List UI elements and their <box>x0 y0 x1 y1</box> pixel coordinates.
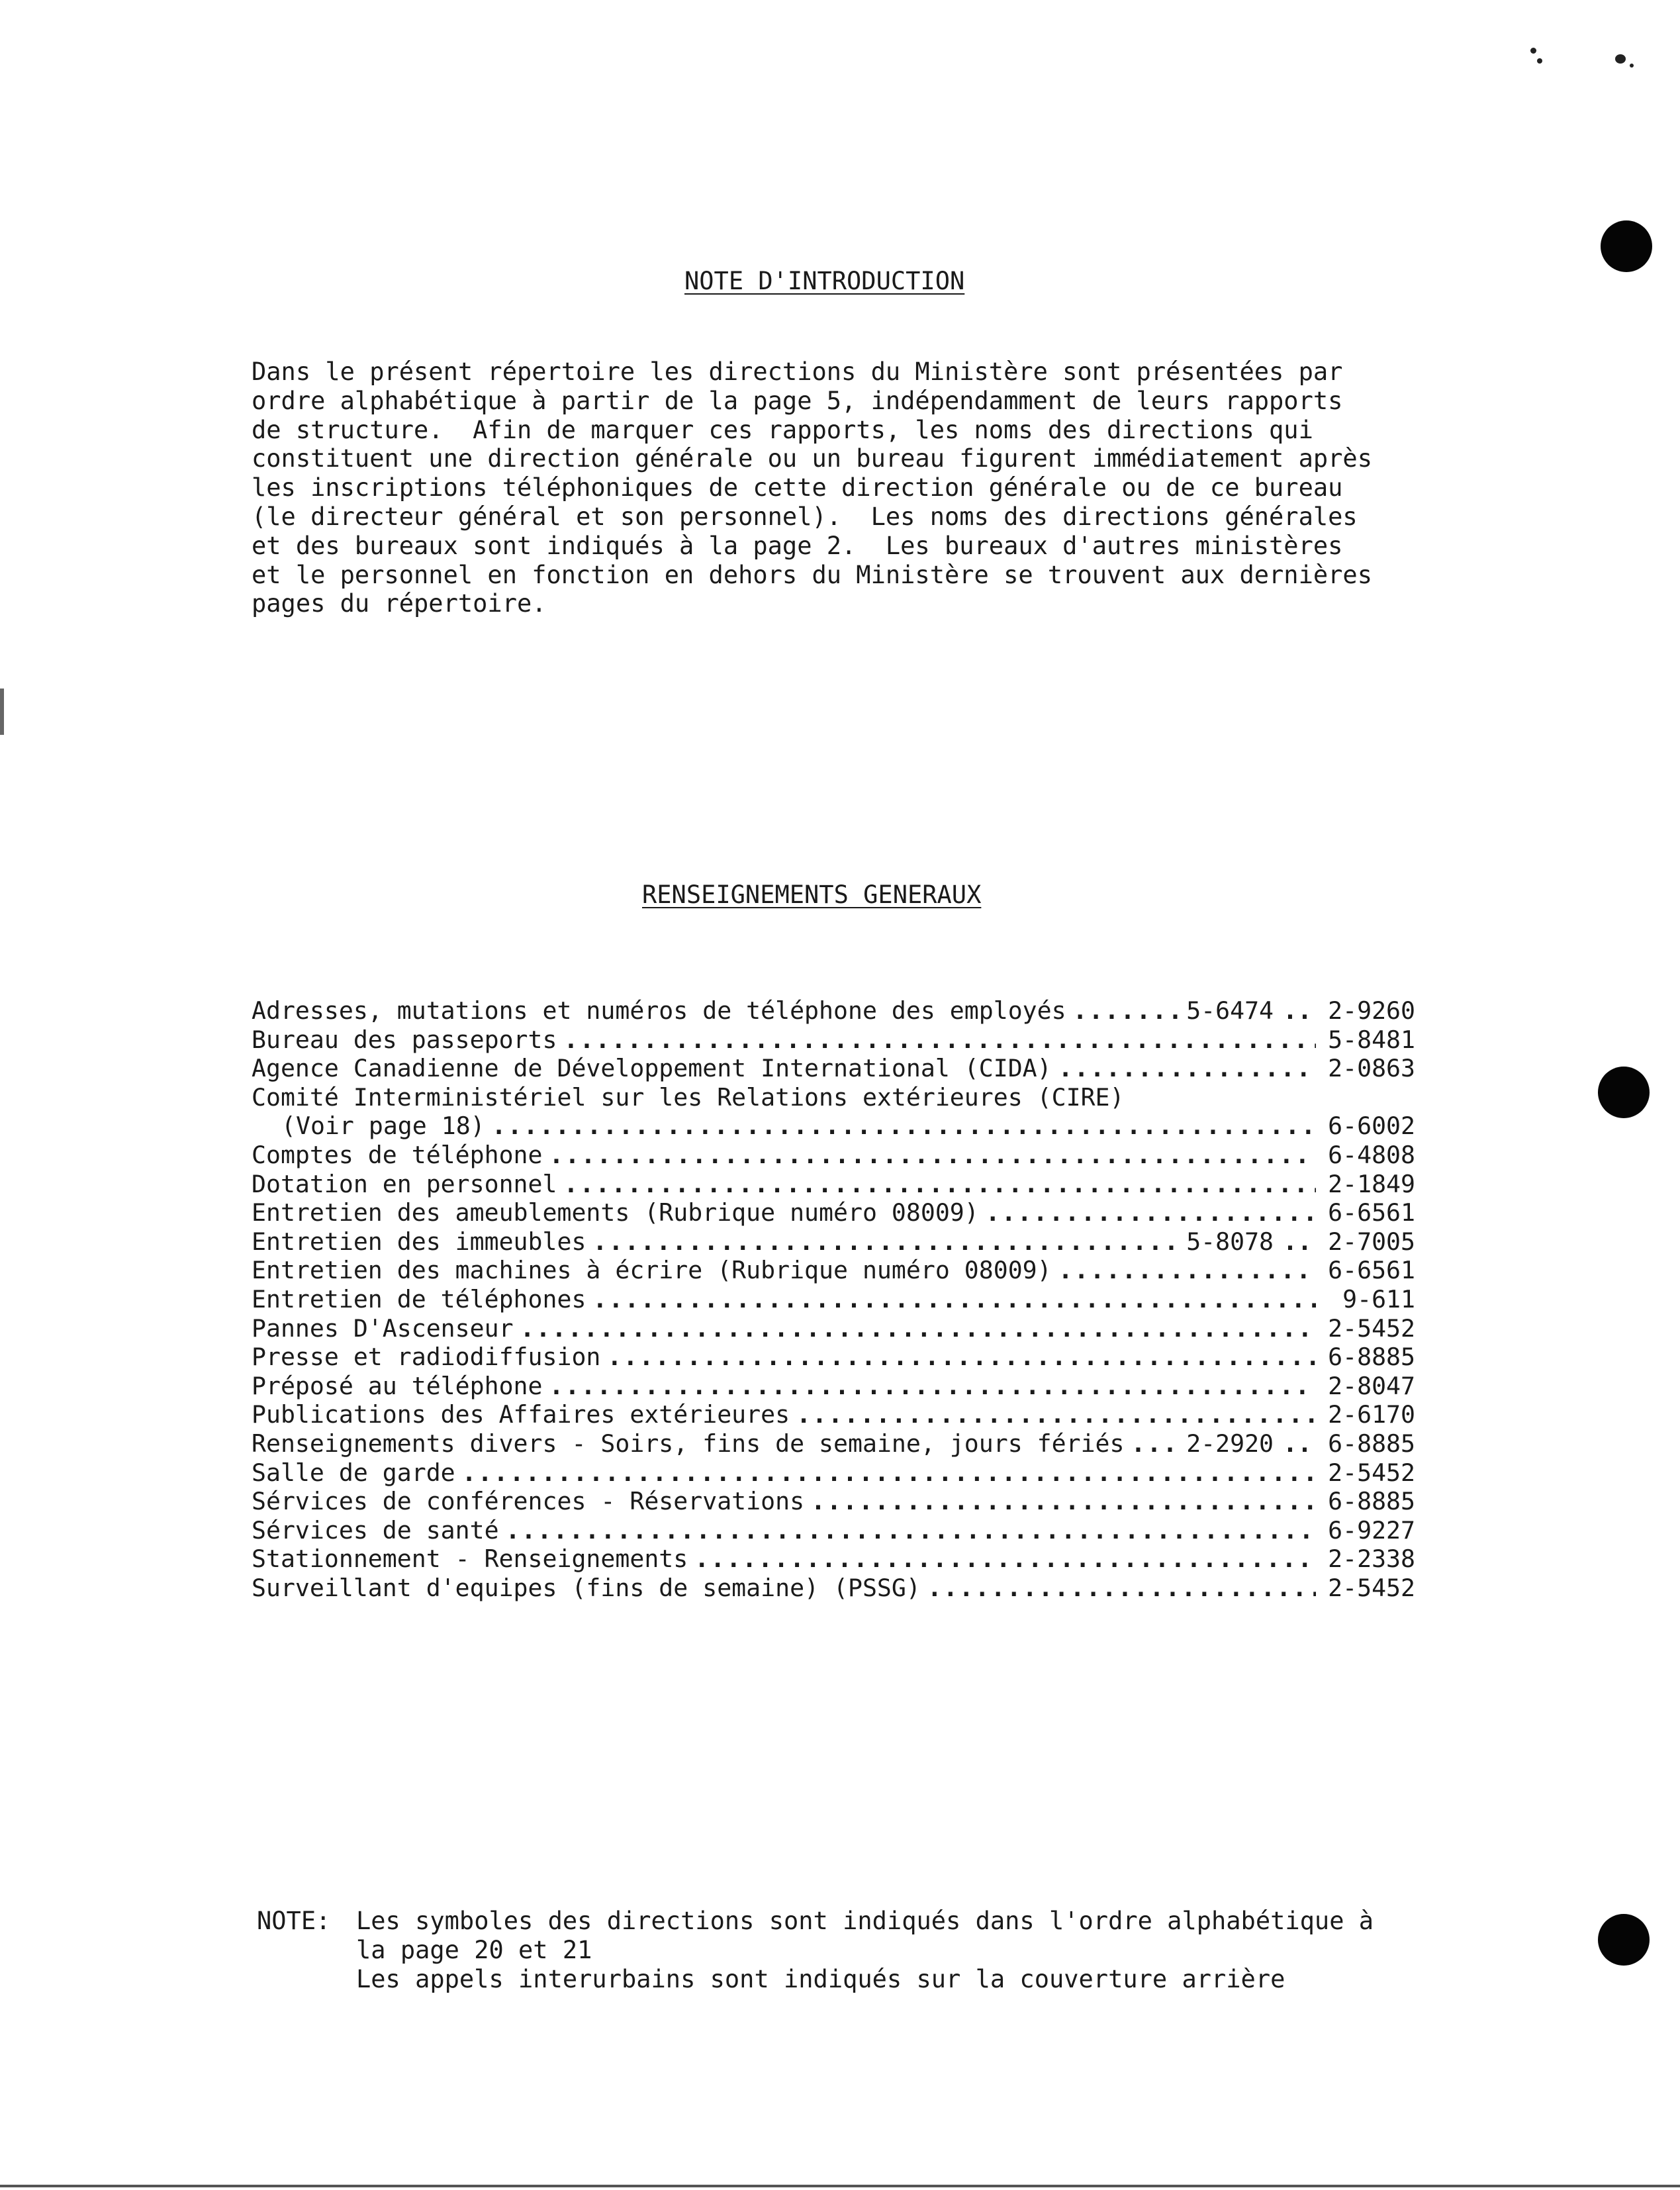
entry-phone: 6-6561 <box>1328 1198 1415 1227</box>
dot-leader <box>1131 1429 1180 1458</box>
entry-label: Préposé au téléphone <box>252 1371 543 1400</box>
general-info-list <box>252 996 1415 1602</box>
entry-extra-phone: 5-6474 <box>1186 996 1274 1025</box>
punch-hole <box>1598 1914 1650 1966</box>
entry-label: Salle de garde <box>252 1458 455 1487</box>
entry-phone: 2-8047 <box>1328 1371 1415 1400</box>
dot-leader <box>607 1343 1316 1372</box>
intro-line: et le personnel en fonction en dehors du Ministère se trouvent aux dernières <box>252 560 1372 589</box>
scan-edge-line <box>0 689 4 735</box>
dot-leader <box>592 1227 1180 1257</box>
entry-phone: 2-0863 <box>1328 1054 1415 1083</box>
entry-label: Entretien des ameublements (Rubrique numéro 08009) <box>252 1198 979 1227</box>
punch-hole <box>1598 1067 1650 1118</box>
entry-phone: 2-1849 <box>1328 1169 1415 1198</box>
dot-leader <box>563 1170 1316 1199</box>
directory-entry <box>252 1198 1415 1227</box>
intro-line: les inscriptions téléphoniques de cette direction générale ou de ce bureau <box>252 473 1343 502</box>
intro-line: Dans le présent répertoire les directions du Ministère sont présentées par <box>252 357 1343 386</box>
entry-label: Adresses, mutations et numéros de téléphone des employés <box>252 996 1066 1025</box>
directory-entry <box>252 1574 1415 1603</box>
dot-leader <box>492 1112 1316 1141</box>
dot-leader: .. <box>1283 996 1312 1025</box>
directory-entry <box>252 1083 1415 1112</box>
intro-paragraph <box>252 357 1372 618</box>
entry-phone: 2-5452 <box>1328 1458 1415 1487</box>
dot-leader <box>592 1285 1316 1314</box>
scan-speck <box>1615 54 1626 64</box>
dot-leader <box>549 1372 1317 1401</box>
intro-line: pages du répertoire. <box>252 589 547 618</box>
directory-entry <box>252 1458 1415 1488</box>
intro-line: de structure. Afin de marquer ces rapports, les noms des directions qui <box>252 415 1313 444</box>
note-lines <box>356 1907 1374 1994</box>
intro-line: et des bureaux sont indiqués à la page 2. Les bureaux d'autres ministères <box>252 531 1343 560</box>
intro-line: (le directeur général et son personnel). Les noms des directions générales <box>252 502 1358 531</box>
entry-phone: 2-2338 <box>1328 1545 1415 1574</box>
entry-phone: 6-8885 <box>1328 1429 1415 1458</box>
entry-label: Sérvices de conférences - Réservations <box>252 1487 805 1516</box>
entry-phone: 6-4808 <box>1328 1140 1415 1169</box>
entry-label: (Voir page 18) <box>281 1112 485 1141</box>
dot-leader: .. <box>1283 1429 1312 1458</box>
dot-leader <box>811 1487 1316 1516</box>
note-line: Les appels interurbains sont indiqués sur la couverture arrière <box>356 1965 1285 1993</box>
general-info-title: RENSEIGNEMENTS GENERAUX <box>642 881 982 909</box>
directory-entry <box>252 1141 1415 1170</box>
intro-line: constituent une direction générale ou un bureau figurent immédiatement après <box>252 444 1372 473</box>
directory-entry <box>252 1487 1415 1516</box>
entry-label: Stationnement - Renseignements <box>252 1545 688 1574</box>
entry-phone: 6-8885 <box>1328 1487 1415 1516</box>
directory-entry <box>252 1256 1415 1285</box>
dot-leader <box>1058 1256 1316 1285</box>
directory-entry <box>252 1343 1415 1372</box>
entry-label: Sérvices de santé <box>252 1515 499 1545</box>
dot-leader <box>549 1141 1317 1170</box>
entry-label: Presse et radiodiffusion <box>252 1343 601 1372</box>
entry-label: Entretien des immeubles <box>252 1227 586 1256</box>
entry-label: Entretien de téléphones <box>252 1284 586 1313</box>
intro-title: NOTE D'INTRODUCTION <box>684 267 965 295</box>
scan-bottom-edge <box>0 2185 1680 2187</box>
dot-leader <box>520 1314 1316 1343</box>
entry-label: Agence Canadienne de Développement International (CIDA) <box>252 1054 1052 1083</box>
entry-label: Surveillant d'equipes (fins de semaine) (PSSG) <box>252 1573 921 1602</box>
entry-phone: 2-7005 <box>1328 1227 1415 1256</box>
entry-label: Publications des Affaires extérieures <box>252 1400 790 1429</box>
entry-phone: 2-6170 <box>1328 1400 1415 1429</box>
entry-label: Bureau des passeports <box>252 1025 557 1054</box>
entry-phone: 6-6561 <box>1328 1256 1415 1285</box>
entry-phone: 2-9260 <box>1328 996 1415 1025</box>
entry-phone: 2-5452 <box>1328 1313 1415 1343</box>
directory-entry <box>252 1170 1415 1199</box>
dot-leader <box>563 1025 1316 1055</box>
entry-label: Entretien des machines à écrire (Rubrique numéro 08009) <box>252 1256 1052 1285</box>
scan-speck <box>1537 58 1542 64</box>
directory-entry <box>252 1285 1415 1314</box>
entry-label: Pannes D'Ascenseur <box>252 1313 514 1343</box>
dot-leader: .. <box>1283 1227 1312 1256</box>
directory-entry <box>252 996 1415 1025</box>
scan-speck <box>1630 64 1634 68</box>
dot-leader <box>986 1198 1316 1227</box>
directory-entry <box>252 1516 1415 1545</box>
dot-leader <box>796 1400 1316 1429</box>
dot-leader <box>927 1574 1316 1603</box>
note-line: la page 20 et 21 <box>356 1936 592 1964</box>
punch-hole <box>1601 220 1652 272</box>
directory-entry <box>252 1429 1415 1458</box>
note-line: Les symboles des directions sont indiqués dans l'ordre alphabétique à <box>356 1907 1374 1935</box>
entry-phone: 6-9227 <box>1328 1515 1415 1545</box>
entry-phone: 2-5452 <box>1328 1573 1415 1602</box>
dot-leader <box>1058 1054 1316 1083</box>
entry-label: Dotation en personnel <box>252 1169 557 1198</box>
directory-entry <box>252 1314 1415 1343</box>
entry-label: Comptes de téléphone <box>252 1140 543 1169</box>
scan-speck <box>1530 48 1536 54</box>
entry-label: Comité Interministériel sur les Relations extérieures (CIRE) <box>252 1082 1125 1112</box>
entry-phone: 9-611 <box>1342 1284 1415 1313</box>
intro-line: ordre alphabétique à partir de la page 5, indépendamment de leurs rapports <box>252 386 1343 415</box>
entry-phone: 5-8481 <box>1328 1025 1415 1054</box>
directory-entry <box>252 1227 1415 1257</box>
dot-leader <box>1073 996 1180 1025</box>
directory-entry <box>252 1400 1415 1429</box>
directory-entry <box>252 1054 1415 1083</box>
directory-entry <box>252 1545 1415 1574</box>
footer-note <box>257 1907 1374 1994</box>
dot-leader <box>462 1458 1316 1488</box>
entry-phone: 6-6002 <box>1328 1112 1415 1141</box>
directory-entry <box>252 1372 1415 1401</box>
entry-label: Renseignements divers - Soirs, fins de semaine, jours fériés <box>252 1429 1125 1458</box>
dot-leader <box>506 1516 1316 1545</box>
note-label: NOTE: <box>257 1907 331 1935</box>
directory-entry <box>252 1112 1415 1141</box>
entry-extra-phone: 5-8078 <box>1186 1227 1274 1256</box>
entry-extra-phone: 2-2920 <box>1186 1429 1274 1458</box>
directory-entry <box>252 1025 1415 1055</box>
dot-leader <box>694 1545 1316 1574</box>
entry-phone: 6-8885 <box>1328 1343 1415 1372</box>
